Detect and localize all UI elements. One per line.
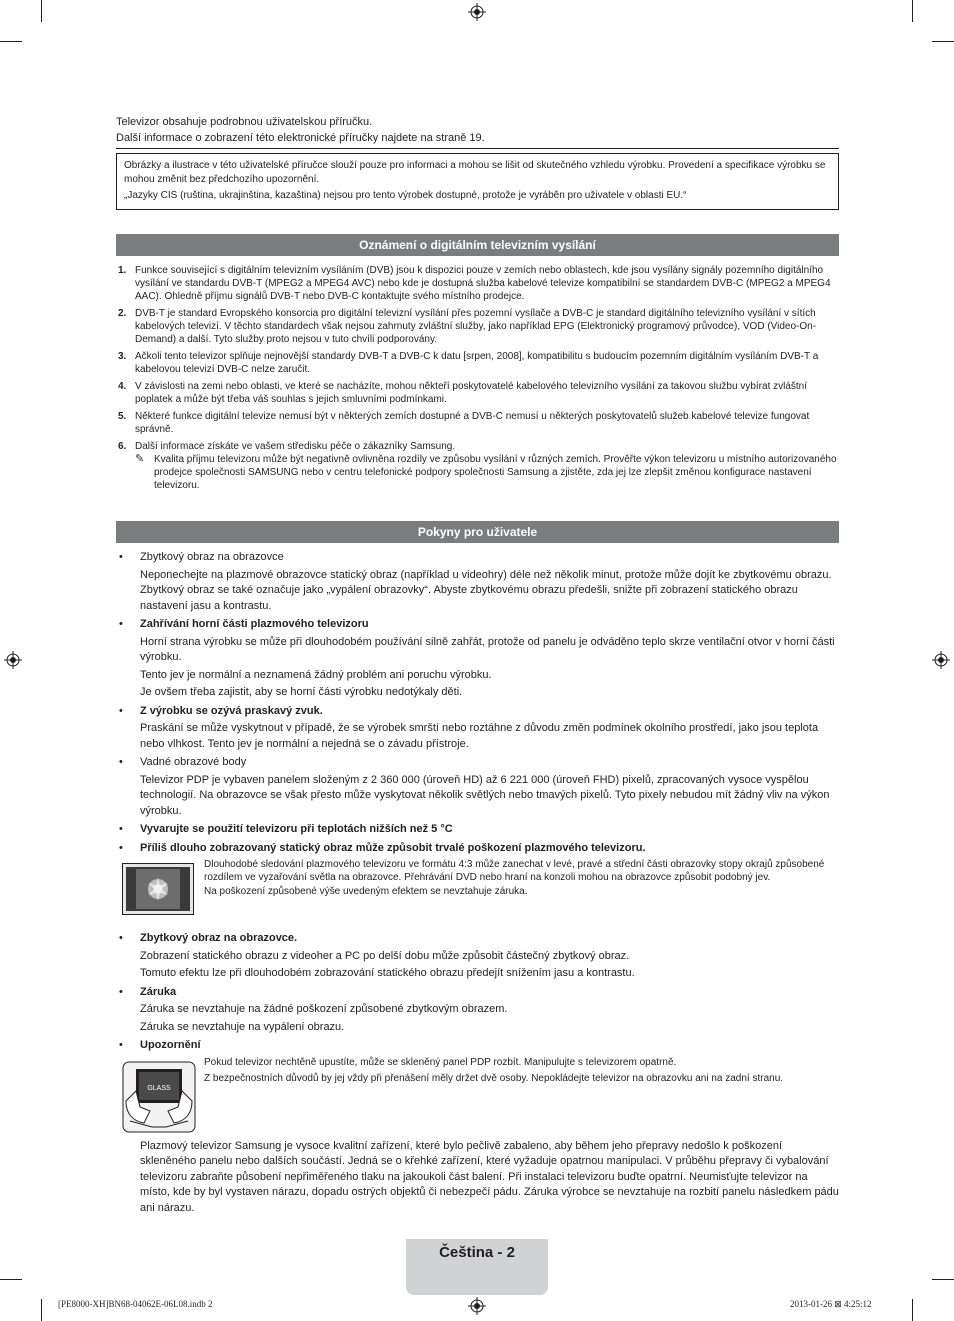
bullet-paragraph: Neponechejte na plazmové obrazovce statický obraz (například u videohry) déle než několik minut, protože může dojít ke zbytkovému obrazu. Zbytkový obraz se také označuje jako „vypálení obrazovky“. Abyste zbytkovému obrazu předešli, snižte při zobrazení statického obrazu nastavení jasu a kontrastu. <box>140 568 832 612</box>
bullet-item <box>116 841 839 857</box>
note-text: Kvalita příjmu televizoru může být negativně ovlivněna rozdíly ve způsobu vysílání v různých zemích. Prověřte výkon televizoru u místního autorizovaného prodejce společnosti SAMSUNG nebo v centru telefonické podpory společnosti Samsung a zjistěte, zda jej lze zlepšit změnou konfigurace nastavení televizoru. <box>154 454 837 491</box>
bullet-paragraph: Je ovšem třeba zajistit, aby se horní části výrobku nedotýkaly děti. <box>140 686 463 698</box>
intro-line-1: Televizor obsahuje podrobnou uživatelskou příručku. <box>116 116 373 128</box>
glass-figure-row <box>116 1057 839 1131</box>
registration-mark-icon <box>4 651 22 669</box>
bullet-icon: • <box>119 985 123 998</box>
bullet-paragraph: Praskání se může vyskytnout v případě, že se výrobek smrští nebo roztáhne z důvodu změn podmínek okolního prostředí, jako jsou teplota nebo vlhkost. Tento jev je normální a nejedná se o závadu přístroje. <box>140 722 819 750</box>
list-item <box>116 307 839 346</box>
figure-paragraph: Pokud televizor nechtěně upustíte, může se skleněný panel PDP rozbít. Manipulujte s televizorem opatrně. <box>204 1056 677 1068</box>
glass-panel-hands-icon <box>122 1061 196 1133</box>
crop-mark <box>41 1299 42 1321</box>
burn-in-figure-row <box>116 859 839 923</box>
crop-mark <box>41 0 42 22</box>
bullet-item <box>116 985 839 1036</box>
bullet-heading: Zbytkový obraz na obrazovce <box>140 551 284 563</box>
bullet-heading: Vyvarujte se použití televizoru při teplotách nižších než 5 °C <box>140 823 453 835</box>
bullet-icon: • <box>119 932 123 944</box>
digital-broadcast-list <box>116 264 839 494</box>
page-number-label: Čeština - 2 <box>439 1244 515 1261</box>
item-number: 3. <box>118 351 127 362</box>
bullet-icon: • <box>119 841 123 854</box>
glass-label: GLASS <box>147 1084 171 1092</box>
bullet-item <box>116 704 839 753</box>
bullet-icon: • <box>119 618 123 630</box>
note <box>135 453 839 492</box>
crop-mark <box>932 41 954 42</box>
bullet-heading: Zbytkový obraz na obrazovce. <box>140 932 298 944</box>
list-item <box>116 380 839 406</box>
item-number: 1. <box>118 265 127 276</box>
intro-divider <box>116 148 839 149</box>
item-number: 4. <box>118 381 127 392</box>
bullet-icon: • <box>119 823 123 835</box>
bullet-item <box>116 617 839 701</box>
crop-mark <box>0 1279 22 1280</box>
item-text: Funkce související s digitálním televizním vysíláním (DVB) jsou k dispozici pouze v zemích nebo oblastech, kde jsou vysílány signály pozemního digitálního vysílání ve standardu DVB-T (MPEG2 a MPEG4 AVC) nebo kde je dostupná služba kabelové televize kompatibilní se standardem DVB-C (MPEG2 a MPEG4 AAC). Ohledně příjmu signálů DVB-T nebo DVB-C kontaktujte svého místního prodejce. <box>135 265 831 302</box>
figure-paragraph: Na poškození způsobené výše uvedeným efektem se nevztahuje záruka. <box>204 886 528 898</box>
figure-paragraph: Z bezpečnostních důvodů by jej vždy při přenášení měly držet dvě osoby. Nepokládejte televizor na obrazovku ani na zadní stranu. <box>204 1073 784 1085</box>
list-item <box>116 410 839 436</box>
item-text: Další informace získáte ve vašem středisku péče o zákazníky Samsung. <box>135 441 456 452</box>
disclaimer-paragraph: „Jazyky CIS (ruština, ukrajinština, kazaština) nejsou pro tento výrobek dostupné, protože je vyráběn pro uživatele v oblasti EU.“ <box>124 189 687 201</box>
disclaimer-box <box>116 153 839 210</box>
bullet-paragraph: Televizor PDP je vybaven panelem složeným z 2 360 000 (úroveň HD) až 6 221 000 (úroveň FHD) pixelů, zpracovaných vysoce vyspělou technologií. Na obrazovce se však přesto může vyskytovat několik světlých nebo tmavých pixelů. Tyto pixely nebudou mít žádný vliv na výkon výrobku. <box>140 773 830 817</box>
bullet-item <box>116 755 839 819</box>
registration-mark-icon <box>468 1297 486 1315</box>
item-text: Některé funkce digitální televize nemusí být v některých zemích dostupné a DVB-C nemusí u některých poskytovatelů služeb kabelové televize fungovat správně. <box>135 411 810 435</box>
intro-text <box>116 114 485 146</box>
crop-mark <box>912 1299 913 1321</box>
bullet-heading: Příliš dlouho zobrazovaný statický obraz může způsobit trvalé poškození plazmového televizoru. <box>140 841 646 854</box>
list-item <box>116 264 839 303</box>
section-heading-user-instructions: Pokyny pro uživatele <box>116 521 839 543</box>
user-instructions-list <box>116 550 839 1216</box>
disclaimer-paragraph: Obrázky a ilustrace v této uživatelské příručce slouží pouze pro informaci a mohou se lišit od skutečného vzhledu výrobku. Provedení a specifikace výrobku se mohou změnit bez předchozího upozornění. <box>124 160 826 185</box>
bullet-icon: • <box>119 756 123 768</box>
bullet-item <box>116 931 839 982</box>
crop-mark <box>932 1279 954 1280</box>
list-item <box>116 440 839 492</box>
bullet-paragraph: Záruka se nevztahuje na žádné poškození způsobené zbytkovým obrazem. <box>140 1003 508 1015</box>
bullet-icon: • <box>119 704 123 717</box>
bullet-paragraph: Tento jev je normální a neznamená žádný problém ani poruchu výrobku. <box>140 668 492 681</box>
bullet-item <box>116 1038 839 1054</box>
item-number: 5. <box>118 411 127 422</box>
figure-paragraph: Dlouhodobé sledování plazmového televizoru ve formátu 4:3 může zanechat v levé, pravé a střední části obrazovky stopy okrajů způsobené rozdílem ve vyzařování světla na obrazovce. Přehrávání DVD nebo hraní na konzoli mohou na obrazovce způsobit podobný jev. <box>204 859 825 883</box>
bullet-icon: • <box>119 551 123 563</box>
bullet-paragraph: Horní strana výrobku se může při dlouhodobém používání silně zahřát, protože od panelu je odváděno teplo skrze ventilační otvor v horní části výrobku. <box>140 635 835 663</box>
closing-paragraph: Plazmový televizor Samsung je vysoce kvalitní zařízení, které bylo pečlivě zabaleno, aby během jeho přepravy nedošlo k poškození skleněného panelu nebo dalších součástí. Jedná se o křehké zařízení, které vyžaduje opatrnou manipulaci. V průběhu přepravy či vybalování televizoru zabraňte působení nepřiměřeného tlaku na jakoukoli část balení. Při instalaci televizoru buďte opatrní. Neumisťujte televizor na místo, kde by byl vystaven nárazu, dopadu ostrých objektů či nebezpečí pádu. Záruka výrobce se nevztahuje na rozbití panelu následkem pádu ani nárazu. <box>140 1139 839 1214</box>
item-text: Ačkoli tento televizor splňuje nejnovější standardy DVB-T a DVB-C k datu [srpen, 2008], kompatibilitu s budoucím pozemním digitálním vysíláním DVB-T a kabelovou televizí DVB-C nelze zaručit. <box>135 351 819 375</box>
item-number: 6. <box>118 441 127 452</box>
item-text: V závislosti na zemi nebo oblasti, ve které se nacházíte, mohou někteří poskytovatelé kabelového televizního vysílání za takovou službu vybírat zvláštní poplatek a může být třeba váš souhlas s jejich smluvními podmínkami. <box>135 381 808 405</box>
bullet-heading: Upozornění <box>140 1039 201 1051</box>
print-slug-file: [PE8000-XH]BN68-04062E-06L08.indb 2 <box>58 1299 213 1309</box>
bullet-heading: Zahřívání horní části plazmového televizoru <box>140 618 369 630</box>
bullet-heading: Vadné obrazové body <box>140 756 247 768</box>
bullet-paragraph: Záruka se nevztahuje na vypálení obrazu. <box>140 1020 345 1033</box>
bullet-paragraph: Zobrazení statického obrazu z videoher a PC po delší dobu může způsobit částečný zbytkový obraz. <box>140 949 630 962</box>
bullet-item <box>116 822 839 838</box>
intro-line-2: Další informace o zobrazení této elektronické příručky najdete na straně 19. <box>116 132 485 144</box>
crop-mark <box>912 0 913 22</box>
item-number: 2. <box>118 308 127 319</box>
pencil-note-icon: ✎ <box>135 453 145 465</box>
crop-mark <box>0 41 22 42</box>
bullet-paragraph: Tomuto efektu lze při dlouhodobém zobrazování statického obrazu předejít snížením jasu a kontrastu. <box>140 967 635 979</box>
bullet-heading: Záruka <box>140 985 177 998</box>
list-item <box>116 350 839 376</box>
registration-mark-icon <box>932 651 950 669</box>
registration-mark-icon <box>468 3 486 21</box>
tv-4-3-burn-in-image <box>122 863 194 915</box>
section-heading-digital-broadcast: Oznámení o digitálním televizním vysílání <box>116 234 839 256</box>
bullet-heading: Z výrobku se ozývá praskavý zvuk. <box>140 704 323 717</box>
bullet-item <box>116 550 839 614</box>
bullet-icon: • <box>119 1039 123 1051</box>
print-slug-timestamp: 2013-01-26 ⊠ 4:25:12 <box>790 1299 872 1309</box>
item-text: DVB-T je standard Evropského konsorcia pro digitální televizní vysílání přes pozemní vysílače a DVB-C je standard digitálního televizního vysílání v sítích kabelových televizí. V těchto standardech však nejsou zahrnuty zvláštní služby, jako například EPG (Elektronický programový průvodce), VOD (Video-On-Demand) a další. Tyto služby proto nejsou v tuto chvíli podporovány. <box>135 308 817 345</box>
